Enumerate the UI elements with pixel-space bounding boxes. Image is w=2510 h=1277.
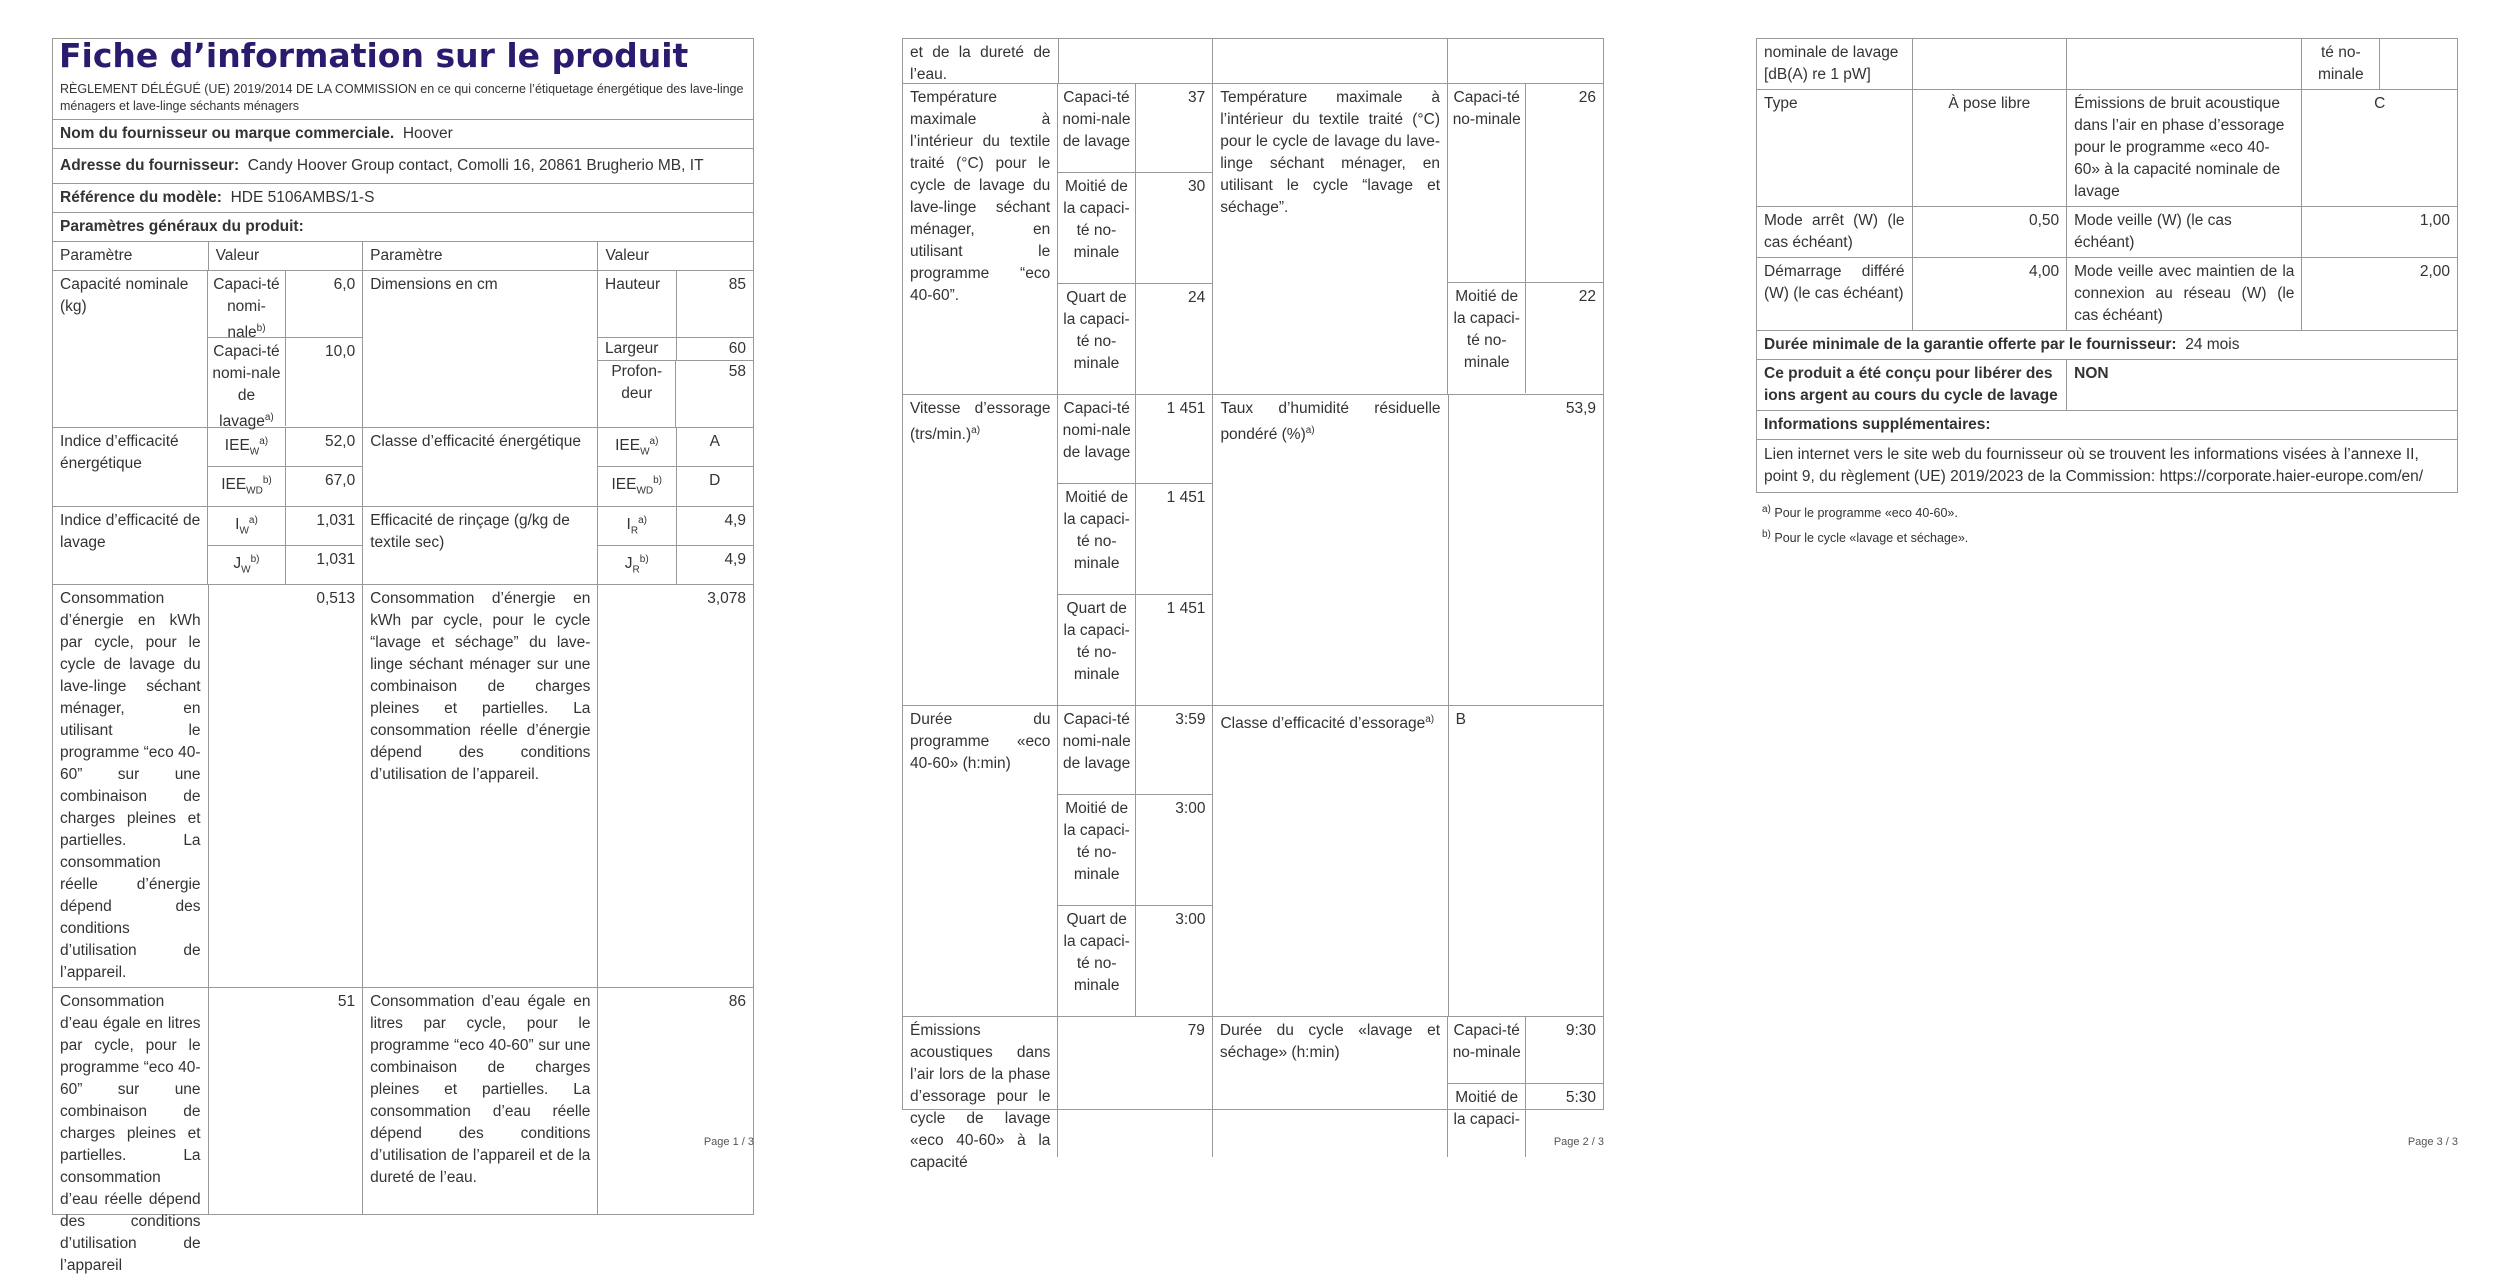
model-value: HDE 5106AMBS/1-S xyxy=(230,189,375,206)
general-params-label: Paramètres généraux du produit: xyxy=(60,218,304,235)
page-number: Page 3 / 3 xyxy=(2407,1136,2458,1148)
iw-row xyxy=(208,507,362,545)
page-1 xyxy=(52,36,754,1274)
capacity-nominal-value: 6,0 xyxy=(285,271,363,337)
capacity-wash-text: Capaci-té nomi-nale de lavage xyxy=(212,343,281,431)
footnote-b-mark: b) xyxy=(1762,529,1771,541)
duration-nominal-label: Capaci-té nomi-nale de lavage xyxy=(1062,711,1131,772)
supplier-row xyxy=(53,119,753,148)
temperature-wd-label: Température maximale à l’intérieur du textile traité (°C) pour le cycle de lavage du lave-linge séchant ménager, en utilisant le cycle “lavage et séchage”. xyxy=(1212,84,1447,394)
delay-start-label: Démarrage différé (W) (le cas échéant) xyxy=(1764,263,1905,302)
additional-info-label: Informations supplémentaires: xyxy=(1764,416,1991,433)
water-consumption-row xyxy=(53,987,753,1274)
ir-text: I xyxy=(626,515,631,533)
temp-quarter-label: Quart de la capaci-té no-minale xyxy=(1063,289,1130,372)
header-row xyxy=(53,241,753,270)
footnote-b: b) xyxy=(256,323,266,334)
page-3 xyxy=(1756,38,2458,1148)
temp-half-row xyxy=(1058,172,1212,283)
wd-cycle-half-value: 5:30 xyxy=(1525,1084,1603,1157)
spin-class-label xyxy=(1212,706,1447,1016)
class-w-label xyxy=(598,428,676,466)
class-wd-sub: WD xyxy=(636,485,654,497)
page-number: Page 1 / 3 xyxy=(703,1136,754,1148)
class-wd-row xyxy=(598,466,753,505)
footnotes xyxy=(1756,499,2458,549)
header-value: Valeur xyxy=(208,242,363,270)
duration-quarter-value: 3:00 xyxy=(1135,906,1213,1016)
page-number: Page 2 / 3 xyxy=(1553,1136,1604,1148)
temp-nominal-label: Capaci-té nomi-nale de lavage xyxy=(1062,89,1131,150)
class-w-sub: W xyxy=(640,446,650,458)
spin-quarter-label: Quart de la capaci-té no-minale xyxy=(1063,600,1130,683)
ir-label xyxy=(598,507,676,545)
iw-value: 1,031 xyxy=(285,507,363,545)
footnote-a: a) xyxy=(649,436,659,447)
networked-standby-label: Mode veille avec maintien de la connexion au réseau (W) (le cas échéant) xyxy=(2066,258,2301,330)
ieewd-sub: WD xyxy=(246,485,263,497)
footnote-a-text: Pour le programme «eco 40-60». xyxy=(1774,506,1958,521)
temperature-row xyxy=(903,83,1603,394)
energy-index-row xyxy=(53,427,753,506)
class-w-text: IEE xyxy=(615,437,641,455)
continuation-row xyxy=(903,38,1603,83)
website-text: Lien internet vers le site web du fournisseur où se trouvent les informations visées à l’annexe II, point 9, du règlement (UE) 2019/2023 de la Commission: https://corporate.haier-europe.com/en/ xyxy=(1764,446,2424,485)
jw-text: J xyxy=(233,554,242,572)
footnote-a: a) xyxy=(971,425,981,436)
footnote-b: b) xyxy=(262,475,272,487)
ieewd-label xyxy=(208,467,285,505)
dimensions-label: Dimensions en cm xyxy=(362,271,597,427)
jr-row xyxy=(598,545,753,584)
program-duration-values xyxy=(1057,706,1212,1016)
energy-index-label: Indice d’efficacité énergétique xyxy=(60,433,179,472)
footnote-a: a) xyxy=(248,514,258,526)
duration-half-value: 3:00 xyxy=(1135,795,1213,905)
footnote-b: b) xyxy=(639,553,649,565)
humidity-text: Taux d’humidité résiduelle pondéré (%) xyxy=(1220,400,1441,444)
water-consumption-wd-value: 86 xyxy=(597,988,753,1214)
ieew-label xyxy=(208,428,285,466)
spin-half-value: 1 451 xyxy=(1135,484,1213,594)
standby-value: 1,00 xyxy=(2301,207,2457,257)
off-mode-row xyxy=(1757,206,2457,257)
empty-cell xyxy=(1058,39,1213,83)
empty-cell xyxy=(2379,39,2457,89)
header-value-2: Valeur xyxy=(597,242,753,270)
temp-quarter-value: 24 xyxy=(1135,284,1213,394)
empty-cell xyxy=(1212,39,1447,83)
noise-class-value: C xyxy=(2301,90,2457,206)
width-label: Largeur xyxy=(605,340,659,357)
continuation-row xyxy=(1757,38,2457,89)
footnote-a: a) xyxy=(1305,425,1315,436)
temp-wd-nominal-label: Capaci-té no-minale xyxy=(1452,89,1521,128)
model-label: Référence du modèle: xyxy=(60,189,222,206)
footnote-a-row xyxy=(1762,499,2458,524)
duration-nominal-value: 3:59 xyxy=(1135,706,1213,794)
general-params-row xyxy=(53,212,753,241)
capacity-wash-value: 10,0 xyxy=(285,338,363,426)
energy-class-label: Classe d’efficacité énergétique xyxy=(362,428,597,506)
footnote-a: a) xyxy=(1425,714,1435,725)
duration-quarter-label: Quart de la capaci-té no-minale xyxy=(1063,911,1130,994)
footnote-a: a) xyxy=(259,436,269,447)
ieewd-value: 67,0 xyxy=(285,467,363,505)
ieewd-row xyxy=(208,466,362,505)
warranty-label: Durée minimale de la garantie offerte par le fournisseur: xyxy=(1764,336,2177,353)
spin-class-value: B xyxy=(1448,706,1603,1016)
temperature-wd-values xyxy=(1447,84,1603,394)
rinse-label: Efficacité de rinçage (g/kg de textile sec) xyxy=(362,507,597,585)
temp-quarter-row xyxy=(1058,283,1212,394)
jr-value: 4,9 xyxy=(676,546,754,584)
duration-quarter-row xyxy=(1058,905,1212,1016)
continuation-text: et de la dureté de l’eau. xyxy=(910,44,1051,83)
off-mode-value: 0,50 xyxy=(1912,207,2067,257)
silver-ions-label: Ce produit a été conçu pour libérer des ions argent au cours du cycle de lavage xyxy=(1764,365,2058,404)
ieew-row xyxy=(208,428,362,466)
energy-consumption-row xyxy=(53,584,753,987)
ieewd-text: IEE xyxy=(221,476,247,494)
water-consumption-value: 51 xyxy=(208,988,363,1214)
supplier-value: Hoover xyxy=(402,125,453,142)
wd-cycle-half-label: Moitié de la capaci- xyxy=(1453,1088,1520,1128)
depth-label: Profon-deur xyxy=(611,363,663,402)
spin-nominal-row xyxy=(1058,395,1212,483)
duration-half-label: Moitié de la capaci-té no-minale xyxy=(1063,800,1130,883)
wash-index-row xyxy=(53,506,753,585)
address-row xyxy=(53,148,753,183)
type-label: Type xyxy=(1764,95,1798,112)
temp-wd-half-value: 22 xyxy=(1525,283,1603,393)
wd-cycle-nominal-row xyxy=(1448,1017,1603,1083)
program-duration-row xyxy=(903,705,1603,1016)
delay-start-row xyxy=(1757,257,2457,330)
ieew-sub: W xyxy=(249,446,260,458)
footnote-a-mark: a) xyxy=(1762,504,1771,515)
class-wd-value: D xyxy=(676,467,754,505)
supplier-label: Nom du fournisseur ou marque commerciale. xyxy=(60,125,395,142)
noise-label: Émissions acoustiques dans l’air lors de la phase d’essorage pour le cycle de lavage «eco 40-60» à la capacité xyxy=(910,1022,1051,1171)
address-value: Candy Hoover Group contact, Comolli 16, 20861 Brugherio MB, IT xyxy=(247,157,704,174)
noise-class-label: Émissions de bruit acoustique dans l’air en phase d’essorage pour le programme «eco 40-60» à la capacité nominale de lavage xyxy=(2066,90,2301,206)
spin-speed-text: Vitesse d’essorage (trs/min.) xyxy=(910,400,1051,444)
wd-cycle-nominal-label: Capaci-té no-minale xyxy=(1452,1022,1521,1061)
spin-nominal-value: 1 451 xyxy=(1135,395,1213,483)
footnote-b-row xyxy=(1762,524,2458,549)
networked-standby-value: 2,00 xyxy=(2301,258,2457,330)
temperature-values xyxy=(1057,84,1212,394)
iw-sub: W xyxy=(239,524,249,536)
wd-cycle-nominal-value: 9:30 xyxy=(1525,1017,1603,1083)
page-2 xyxy=(902,38,1604,1171)
ir-row xyxy=(598,507,753,545)
height-row xyxy=(598,271,753,337)
height-value: 85 xyxy=(676,271,754,337)
width-value: 60 xyxy=(676,338,754,360)
temp-wd-half-row xyxy=(1448,282,1603,393)
energy-consumption-wd-label: Consommation d’énergie en kWh par cycle, pour le cycle “lavage et séchage” du lave-linge séchant ménager sur une combinaison de charges pleines et partielles. La consommation réelle d’énergie dépend des conditions d’utilisation de l’appareil. xyxy=(362,585,597,987)
depth-row xyxy=(598,360,753,427)
spin-speed-label xyxy=(903,395,1057,705)
page-title: Fiche d’information sur le produit xyxy=(59,36,689,75)
temp-wd-half-label: Moitié de la capaci-té no-minale xyxy=(1453,288,1520,371)
jw-row xyxy=(208,545,362,584)
rinse-values xyxy=(597,507,753,585)
ieew-text: IEE xyxy=(224,437,250,455)
noise-value: 79 xyxy=(1057,1017,1211,1157)
water-consumption-wd-label: Consommation d’eau égale en litres par cycle, pour le programme “eco 40-60” sur une combinaison de charges pleines et partielles. La consommation d’eau réelle dépend des conditions d’utilisation de l’appareil et de la dureté de l’eau. xyxy=(362,988,597,1214)
spin-half-row xyxy=(1058,483,1212,594)
wd-cycle-label: Durée du cycle «lavage et séchage» (h:min) xyxy=(1212,1017,1447,1157)
temp-nominal-row xyxy=(1058,84,1212,172)
off-mode-label: Mode arrêt (W) (le cas échéant) xyxy=(1764,212,1905,251)
info-sheet-table-3 xyxy=(1756,38,2458,493)
dimensions-values xyxy=(597,271,753,427)
capacity-nominal-text: Capaci-té nomi-nale xyxy=(213,276,280,342)
temp-wd-nominal-row xyxy=(1448,84,1603,282)
jw-label xyxy=(208,546,285,584)
iw-label xyxy=(208,507,285,545)
capacity-wash-row xyxy=(208,337,362,431)
standby-label: Mode veille (W) (le cas échéant) xyxy=(2066,207,2301,257)
wash-index-label: Indice d’efficacité de lavage xyxy=(60,511,201,551)
jr-sub: R xyxy=(632,564,640,575)
type-row xyxy=(1757,89,2457,206)
spin-speed-row xyxy=(903,394,1603,705)
footnote-b-text: Pour le cycle «lavage et séchage». xyxy=(1774,531,1969,546)
depth-value: 58 xyxy=(675,361,753,427)
silver-ions-row xyxy=(1757,359,2457,410)
ir-sub: R xyxy=(630,524,639,536)
duration-nominal-row xyxy=(1058,706,1212,794)
footnote-b: b) xyxy=(250,553,260,565)
height-label: Hauteur xyxy=(605,276,661,293)
footnote-a: a) xyxy=(638,514,647,526)
temp-wd-nominal-value: 26 xyxy=(1525,84,1603,282)
energy-consumption-label: Consommation d’énergie en kWh par cycle, pour le cycle de lavage du lave-linge séchant ménager, en utilisant le programme “eco 40-60” sur une combinaison de charges pleines et partielles. La consommation réelle d’énergie dépend des conditions d’utilisation de l’appareil. xyxy=(60,590,201,981)
jw-sub: W xyxy=(241,564,251,575)
regulation-text: RÈGLEMENT DÉLÉGUÉ (UE) 2019/2014 DE LA COMMISSION en ce qui concerne l’étiquetage énergétique des lave-linge ménagers et lave-linge séchants ménagers xyxy=(60,82,744,113)
spin-quarter-value: 1 451 xyxy=(1135,595,1213,705)
noise-row xyxy=(903,1016,1603,1171)
warranty-row xyxy=(1757,330,2457,359)
capacity-values xyxy=(207,271,362,431)
footnote-a: a) xyxy=(264,412,274,423)
class-wd-label xyxy=(598,467,676,505)
continuation-text: nominale de lavage [dB(A) re 1 pW] xyxy=(1764,44,1899,83)
delay-start-value: 4,00 xyxy=(1912,258,2067,330)
continuation-right: té no-minale xyxy=(2301,39,2379,89)
spin-class-text: Classe d’efficacité d’essorage xyxy=(1220,715,1426,733)
spin-speed-values xyxy=(1057,395,1212,705)
footnote-b: b) xyxy=(653,475,663,487)
energy-index-values xyxy=(207,428,362,506)
jr-text: J xyxy=(624,554,633,572)
capacity-wash-label xyxy=(208,338,284,431)
empty-cell xyxy=(1912,39,2067,89)
temp-half-value: 30 xyxy=(1135,173,1213,283)
ieew-value: 52,0 xyxy=(285,428,363,466)
type-value: À pose libre xyxy=(1912,90,2067,206)
program-duration-label: Durée du programme «eco 40-60» (h:min) xyxy=(910,711,1051,772)
energy-consumption-wd-value: 3,078 xyxy=(597,585,753,987)
duration-half-row xyxy=(1058,794,1212,905)
additional-info-row xyxy=(1757,410,2457,439)
silver-ions-value: NON xyxy=(2066,360,2457,410)
width-row xyxy=(598,337,753,360)
jw-value: 1,031 xyxy=(285,546,363,584)
class-w-row xyxy=(598,428,753,466)
spin-nominal-label: Capaci-té nomi-nale de lavage xyxy=(1062,400,1131,461)
warranty-value: 24 mois xyxy=(2185,336,2240,353)
capacity-row xyxy=(53,270,753,431)
header-param: Paramètre xyxy=(60,247,133,264)
class-wd-text: IEE xyxy=(611,476,637,494)
water-consumption-label: Consommation d’eau égale en litres par cycle, pour le programme “eco 40-60” sur une combinaison de charges pleines et partielles. La consommation d’eau réelle dépend des conditions d’utilisation de l’appareil xyxy=(60,993,201,1274)
capacity-label: Capacité nominale (kg) xyxy=(60,276,189,315)
spin-quarter-row xyxy=(1058,594,1212,705)
website-row xyxy=(1757,439,2457,492)
jr-label xyxy=(598,546,676,584)
temperature-label: Température maximale à l’intérieur du textile traité (°C) pour le cycle de lavage du lave-linge séchant ménager, en utilisant le programme “eco 40-60”. xyxy=(910,89,1051,304)
model-row xyxy=(53,183,753,212)
address-label: Adresse du fournisseur: xyxy=(60,157,240,174)
class-w-value: A xyxy=(676,428,754,466)
capacity-nominal-row xyxy=(208,271,362,342)
humidity-value: 53,9 xyxy=(1448,395,1603,705)
ir-value: 4,9 xyxy=(676,507,754,545)
iw-text: I xyxy=(235,515,240,533)
info-sheet-table xyxy=(52,36,754,1274)
wash-index-values xyxy=(207,507,362,585)
energy-consumption-value: 0,513 xyxy=(208,585,363,987)
empty-cell xyxy=(2066,39,2301,89)
energy-class-values xyxy=(597,428,753,506)
temp-half-label: Moitié de la capaci-té no-minale xyxy=(1063,178,1130,261)
header-param-2: Paramètre xyxy=(362,242,597,270)
humidity-label xyxy=(1212,395,1447,705)
capacity-nominal-label xyxy=(208,271,284,342)
empty-cell xyxy=(1447,39,1603,83)
temp-nominal-value: 37 xyxy=(1135,84,1213,172)
spin-half-label: Moitié de la capaci-té no-minale xyxy=(1063,489,1130,572)
